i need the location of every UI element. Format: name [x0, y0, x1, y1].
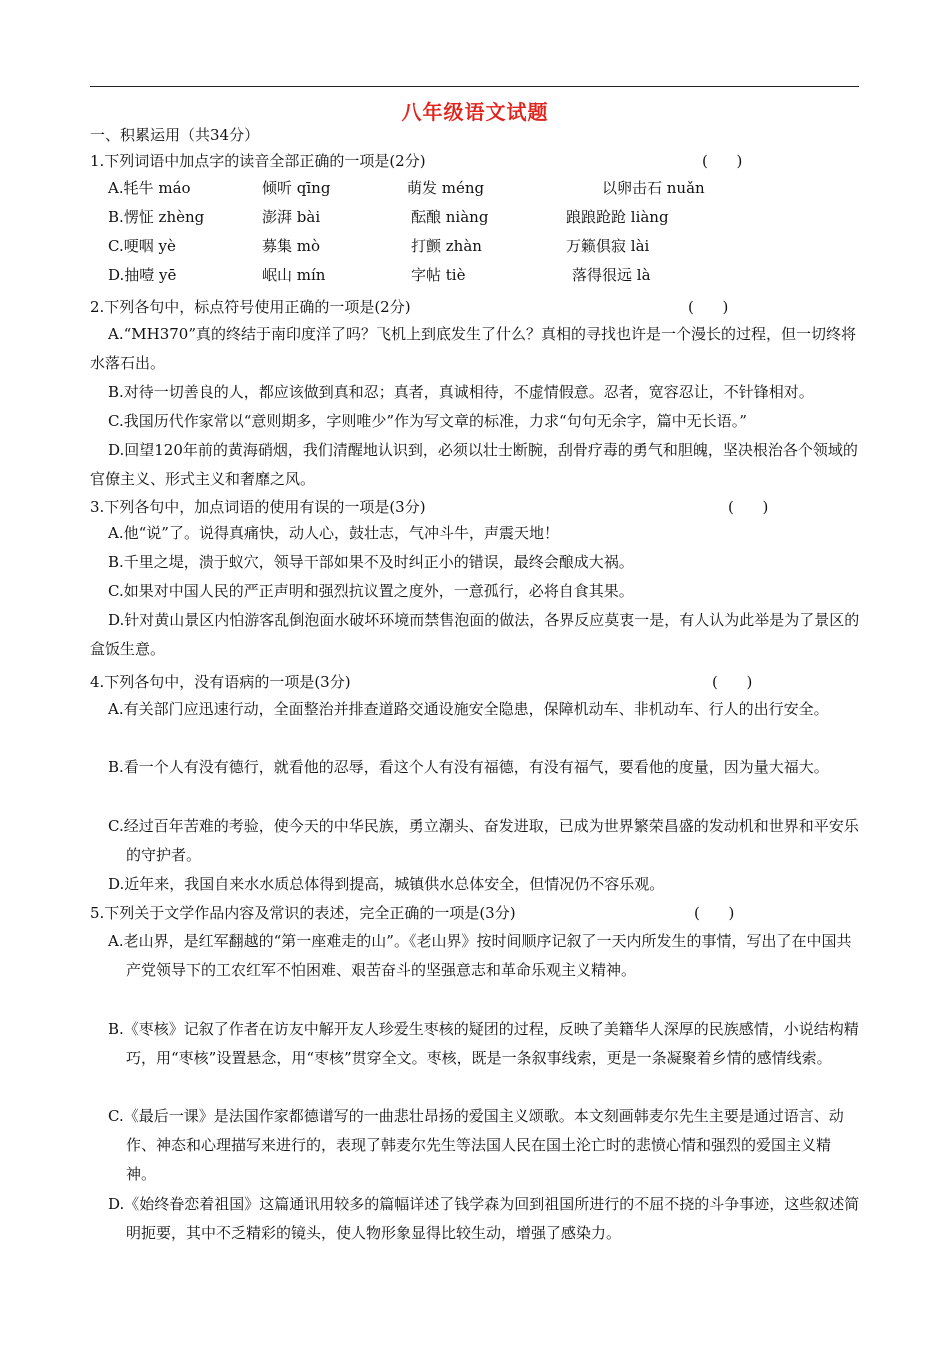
q1-option-d-2: 岷山 mín	[262, 266, 326, 284]
q2-option-d: D.回望120年前的黄海硝烟，我们清醒地认识到，必须以壮士断腕，刮骨疗毒的勇气和胆魄，坚决根治各个领域的官僚主义、形式主义和奢靡之风。	[90, 441, 858, 488]
q1-option-b-3: 酝酿 niàng	[411, 208, 489, 226]
q4-answer-blank: ( )	[712, 673, 753, 691]
page-title: 八年级语文试题	[401, 100, 549, 124]
q1-option-c-2: 募集 mò	[262, 237, 321, 255]
q2-answer-blank: ( )	[688, 298, 729, 316]
q1-option-c-4: 万籁俱寂 lài	[566, 237, 650, 255]
q2-option-a: A.“MH370”真的终结于南印度洋了吗？飞机上到底发生了什么？真相的寻找也许是一个漫长的过程，但一切终将水落石出。	[90, 325, 857, 372]
q4-option-a: A.有关部门应迅速行动，全面整治并排查道路交通设施安全隐患，保障机动车、非机动车、行人的出行安全。	[108, 700, 829, 718]
q2-option-c: C.我国历代作家常以“意则期多，字则唯少”作为写文章的标准，力求“句句无余字，篇中无长语。”	[108, 412, 747, 430]
q5-option-c: C.《最后一课》是法国作家都德谱写的一曲悲壮昂扬的爱国主义颂歌。本文刻画韩麦尔先生主要是通过语言、动作、神态和心理描写来进行的，表现了韩麦尔先生等法国人民在国土沦亡时的悲愤心情和强烈的爱国主义精神。	[108, 1107, 844, 1183]
q2-stem: 2.下列各句中，标点符号使用正确的一项是(2分)	[90, 298, 411, 316]
q1-option-a-3: 萌发 méng	[407, 179, 485, 197]
q3-option-a: A.他“说”了。说得真痛快，动人心，鼓壮志，气冲斗牛，声震天地！	[108, 524, 559, 542]
q1-option-a-2: 倾听 qīng	[262, 179, 331, 197]
header-rule	[90, 86, 859, 87]
q1-option-c-3: 打颤 zhàn	[411, 237, 482, 255]
q1-option-d-1: D.抽噎 yē	[108, 266, 177, 284]
q2-option-b: B.对待一切善良的人，都应该做到真和忍；真者，真诚相待，不虚情假意。忍者，宽容忍让，不针锋相对。	[108, 383, 814, 401]
q4-stem: 4.下列各句中，没有语病的一项是(3分)	[90, 673, 351, 691]
q1-option-a-4: 以卵击石 nuǎn	[602, 179, 705, 197]
section-heading: 一、积累运用（共34分）	[90, 126, 260, 144]
q3-stem: 3.下列各句中，加点词语的使用有误的一项是(3分)	[90, 498, 426, 516]
q5-option-b: B.《枣核》记叙了作者在访友中解开友人珍爱生枣核的疑团的过程，反映了美籍华人深厚的民族感情，小说结构精巧，用“枣核”设置悬念，用“枣核”贯穿全文。枣核，既是一条叙事线索，更是一条凝聚着乡情的感情线索。	[108, 1020, 859, 1067]
q1-answer-blank: ( )	[702, 152, 743, 170]
q1-option-c-1: C.哽咽 yè	[108, 237, 176, 255]
q3-option-c: C.如果对中国人民的严正声明和强烈抗议置之度外，一意孤行，必将自食其果。	[108, 582, 634, 600]
q1-option-b-2: 澎湃 bài	[262, 208, 321, 226]
q5-option-a: A.老山界，是红军翻越的“第一座难走的山”。《老山界》按时间顺序记叙了一天内所发生的事情，写出了在中国共产党领导下的工农红军不怕困难、艰苦奋斗的坚强意志和革命乐观主义精神。	[108, 932, 852, 979]
q1-stem: 1.下列词语中加点字的读音全部正确的一项是(2分)	[90, 152, 426, 170]
q1-option-d-3: 字帖 tiè	[411, 266, 466, 284]
q1-option-b-1: B.愣怔 zhèng	[108, 208, 205, 226]
q3-option-d: D.针对黄山景区内怕游客乱倒泡面水破坏环境而禁售泡面的做法，各界反应莫衷一是，有人认为此举是为了景区的盒饭生意。	[90, 611, 860, 658]
q4-option-c: C.经过百年苦难的考验，使今天的中华民族，勇立潮头、奋发进取，已成为世界繁荣昌盛的发动机和世界和平安乐的守护者。	[108, 817, 859, 864]
q1-option-b-4: 踉踉跄跄 liàng	[566, 208, 669, 226]
q5-answer-blank: ( )	[694, 904, 735, 922]
q4-option-b: B.看一个人有没有德行，就看他的忍辱，看这个人有没有福德，有没有福气，要看他的度量，因为量大福大。	[108, 758, 829, 776]
q3-answer-blank: ( )	[728, 498, 769, 516]
q5-option-d: D.《始终眷恋着祖国》这篇通讯用较多的篇幅详述了钱学森为回到祖国所进行的不屈不挠的斗争事迹，这些叙述简明扼要，其中不乏精彩的镜头，使人物形象显得比较生动，增强了感染力。	[108, 1195, 860, 1242]
q1-option-a-1: A.牦牛 máo	[108, 179, 191, 197]
q5-stem: 5.下列关于文学作品内容及常识的表述，完全正确的一项是(3分)	[90, 904, 516, 922]
q4-option-d: D.近年来，我国自来水水质总体得到提高，城镇供水总体安全，但情况仍不容乐观。	[108, 875, 665, 893]
q1-option-d-4: 落得很远 là	[572, 266, 651, 284]
q3-option-b: B.千里之堤，溃于蚁穴，领导干部如果不及时纠正小的错误，最终会酿成大祸。	[108, 553, 634, 571]
